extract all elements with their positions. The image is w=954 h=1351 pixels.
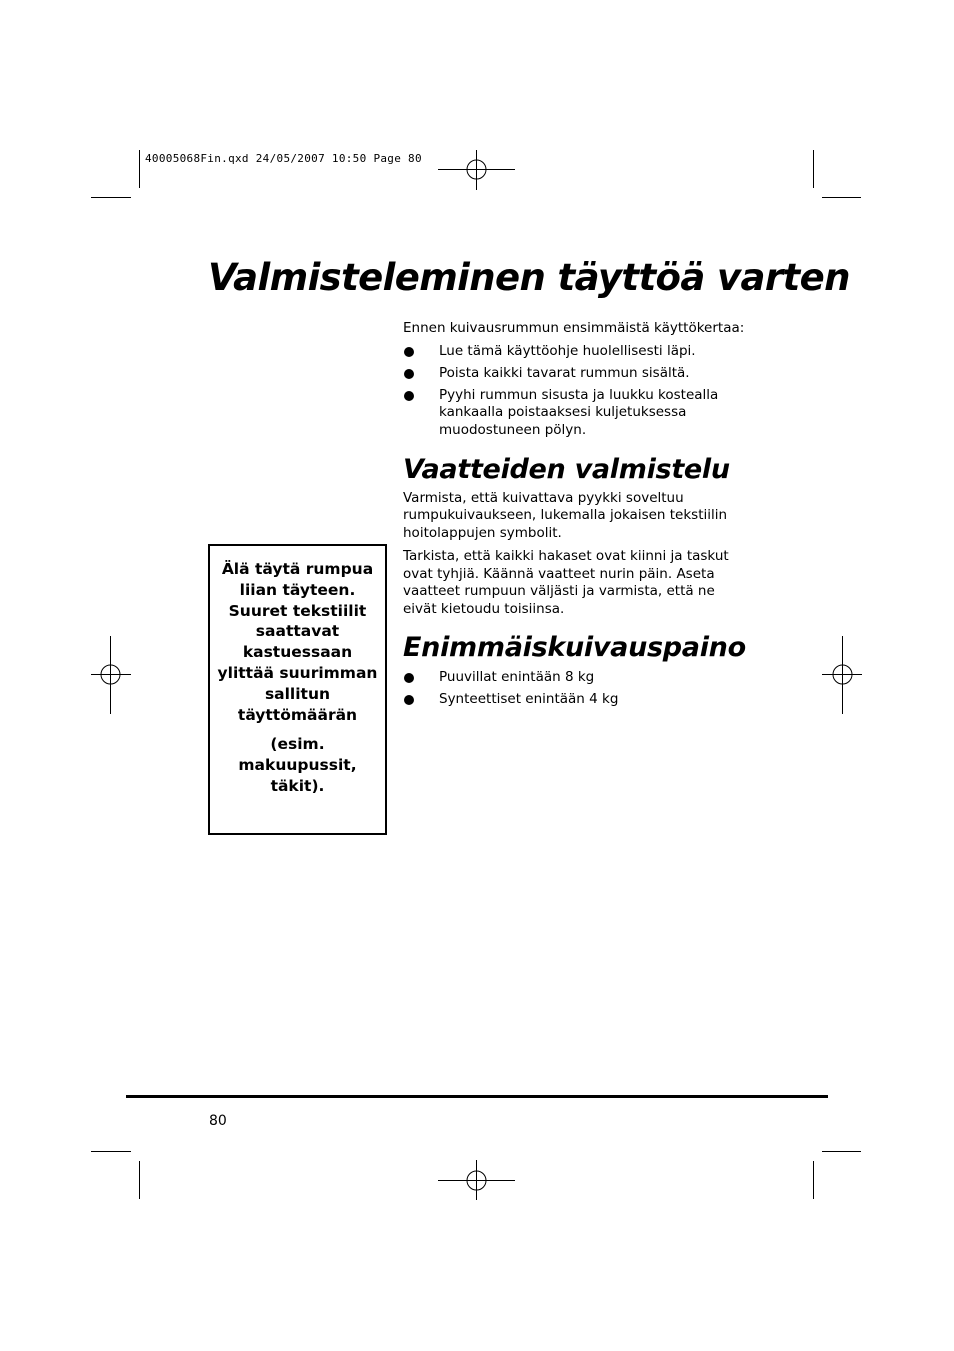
crop-mark-bottom-left-vertical bbox=[139, 1161, 140, 1199]
registration-mark-top bbox=[438, 150, 516, 190]
bullet-icon bbox=[404, 347, 414, 357]
page-number: 80 bbox=[209, 1113, 227, 1129]
list-item: Synteettiset enintään 4 kg bbox=[403, 691, 748, 709]
section-heading-max-load: Enimmäiskuivauspaino bbox=[403, 632, 746, 663]
slug-line: 40005068Fin.qxd 24/05/2007 10:50 Page 80 bbox=[145, 152, 422, 165]
registration-mark-right bbox=[822, 636, 862, 714]
intro-text: Ennen kuivausrummun ensimmäistä käyttökertaa: bbox=[403, 320, 745, 336]
registration-mark-left bbox=[91, 636, 131, 714]
crop-mark-bottom-right-vertical bbox=[813, 1161, 814, 1199]
bullet-icon bbox=[404, 391, 414, 401]
page-title: Valmisteleminen täyttöä varten bbox=[208, 256, 850, 299]
max-load-bullet-list bbox=[403, 669, 748, 709]
crop-mark-top-left-horizontal bbox=[91, 197, 131, 198]
crop-mark-bottom-left-horizontal bbox=[91, 1151, 131, 1152]
list-item: Poista kaikki tavarat rummun sisältä. bbox=[403, 365, 748, 383]
section-heading-clothes-preparation: Vaatteiden valmistelu bbox=[403, 454, 730, 485]
crop-mark-top-left-vertical bbox=[139, 150, 140, 188]
list-item: Lue tämä käyttöohje huolellisesti läpi. bbox=[403, 343, 748, 361]
intro-bullet-list bbox=[403, 343, 748, 440]
bullet-icon bbox=[404, 695, 414, 705]
warning-box bbox=[208, 544, 387, 835]
paragraph: Tarkista, että kaikki hakaset ovat kiinni ja taskut ovat tyhjiä. Käännä vaatteet nurin päin. Aseta vaatteet rumpuun väljästi ja varmista, että ne eivät kietoudu toisiinsa. bbox=[403, 548, 729, 617]
crop-mark-bottom-right-horizontal bbox=[822, 1151, 861, 1152]
warning-example: (esim. makuupussit, täkit). bbox=[238, 735, 357, 795]
list-item: Puuvillat enintään 8 kg bbox=[403, 669, 748, 687]
list-item: Pyyhi rummun sisusta ja luukku kostealla kankaalla poistaaksesi kuljetuksessa muodostuneen pölyn. bbox=[403, 387, 748, 440]
crop-mark-top-right-vertical bbox=[813, 150, 814, 188]
crop-mark-top-right-horizontal bbox=[822, 197, 861, 198]
main-content bbox=[403, 320, 748, 713]
registration-mark-bottom bbox=[438, 1160, 516, 1200]
footer-rule bbox=[126, 1095, 828, 1098]
bullet-icon bbox=[404, 369, 414, 379]
bullet-icon bbox=[404, 673, 414, 683]
warning-text: Älä täytä rumpua liian täyteen. Suuret tekstiilit saattavat kastuessaan ylittää suurimman sallitun täyttömäärän bbox=[217, 560, 378, 724]
paragraph: Varmista, että kuivattava pyykki soveltuu rumpukuivaukseen, lukemalla jokaisen tekstiilin hoitolappujen symbolit. bbox=[403, 489, 728, 541]
